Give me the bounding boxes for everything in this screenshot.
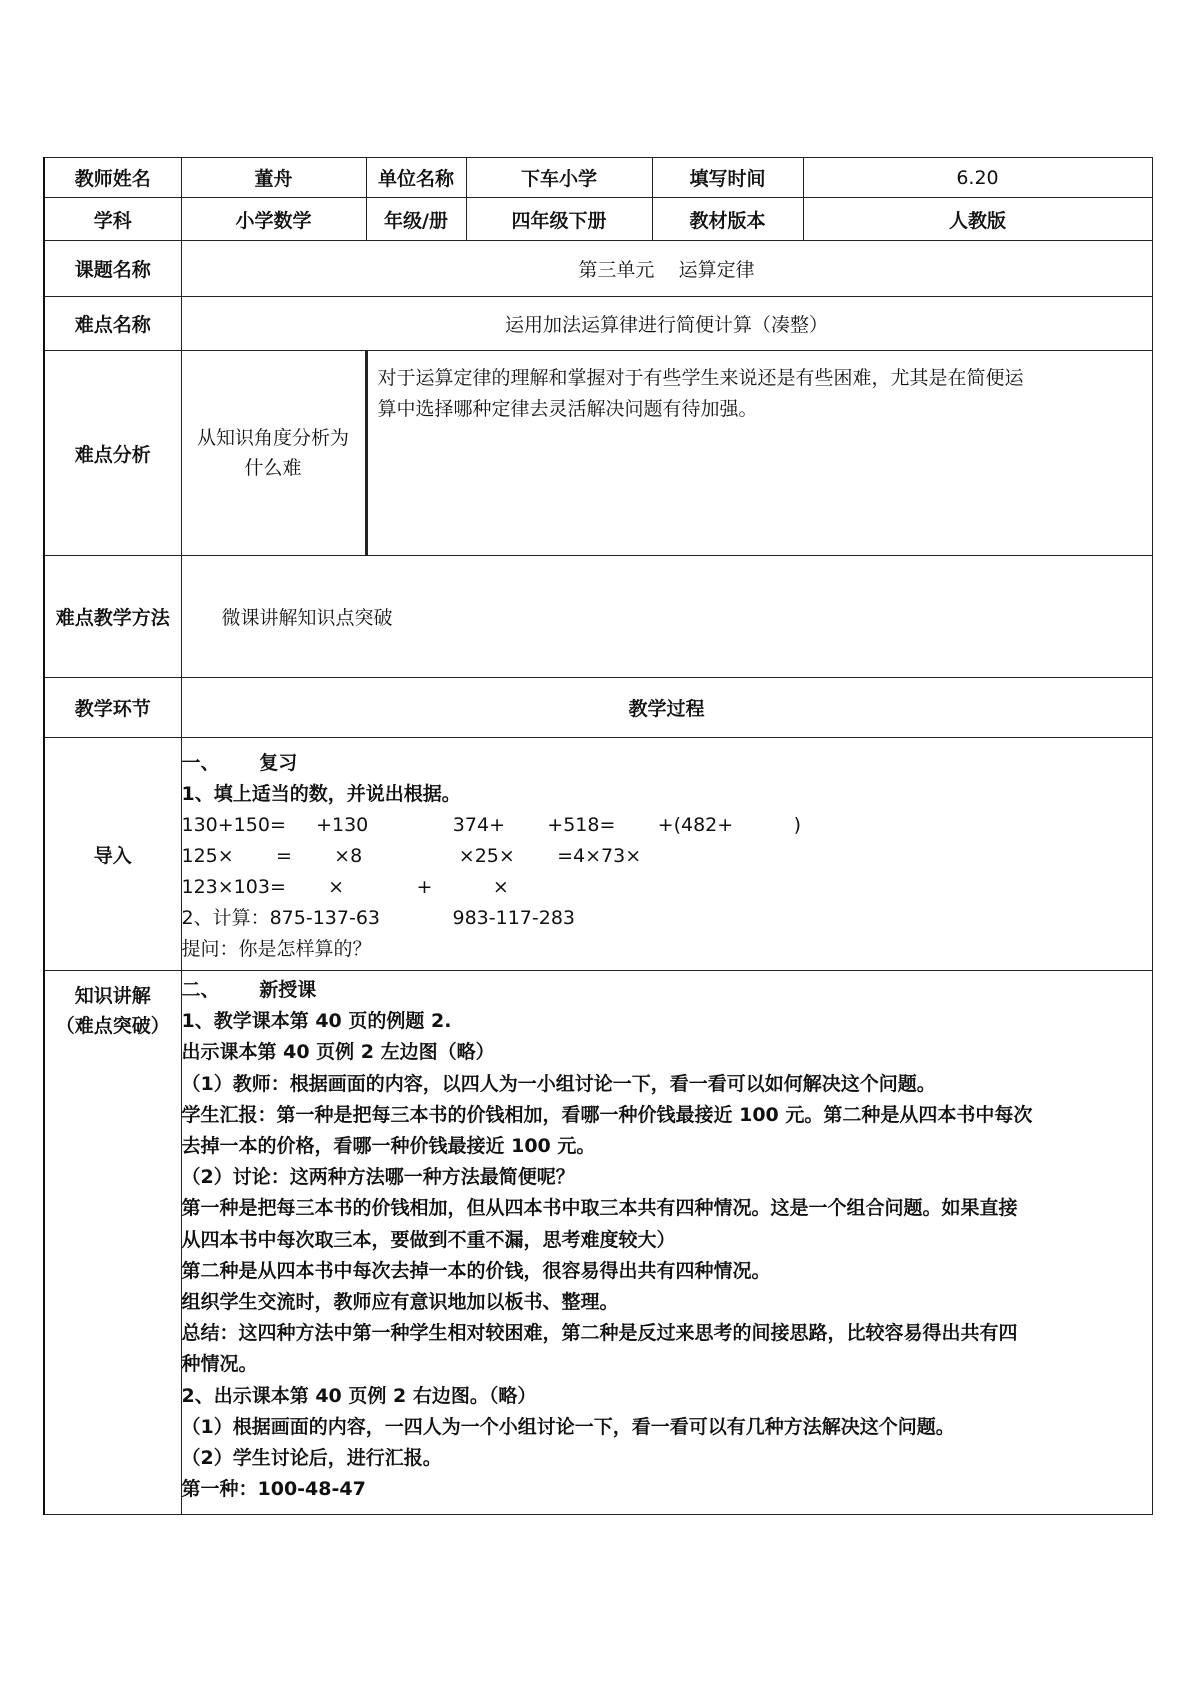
lecture-line-1: 二、 新授课: [181, 979, 317, 1001]
lecture-line-5: 学生汇报：第一种是把每三本书的价钱相加，看哪一种价钱最接近 100 元。第二种是从四本书中每次: [181, 1103, 1033, 1126]
analysis-text-line-2: 算中选择哪种定律去灵活解决问题有待加强。: [377, 398, 758, 420]
analysis-sub-label-line-1: 从知识角度分析为: [196, 427, 349, 449]
analysis-sub-label-line-2: 什么难: [244, 457, 302, 479]
lecture-label: [44, 971, 181, 1515]
lecture-line-16: （2）学生讨论后，进行汇报。: [181, 1447, 442, 1470]
lecture-content: [181, 971, 1152, 1515]
lecture-line-11: 组织学生交流时，教师应有意识地加以板书、整理。: [181, 1291, 619, 1314]
lecture-line-8: 第一种是把每三本书的价钱相加，但从四本书中取三本共有四种情况。这是一个组合问题。如果直接: [181, 1197, 1018, 1220]
intro-line-2: 1、填上适当的数，并说出根据。: [181, 783, 461, 805]
date-value: 6.20: [803, 158, 1152, 198]
analysis-row: [44, 351, 1152, 556]
unit-label: 单位名称: [366, 158, 466, 198]
lecture-line-15: （1）根据画面的内容，一四人为一个小组讨论一下，看一看可以有几种方法解决这个问题。: [181, 1415, 955, 1438]
topic-value: 第三单元 运算定律: [181, 241, 1152, 297]
unit-value: 下车小学: [466, 158, 652, 198]
header-row-2: [44, 198, 1152, 241]
subject-value: 小学数学: [181, 198, 366, 241]
method-row: [44, 556, 1152, 678]
header-row-1: [44, 158, 1152, 198]
grade-value: 四年级下册: [466, 198, 652, 241]
topic-row: [44, 241, 1152, 297]
lecture-line-3: 出示课本第 40 页例 2 左边图（略）: [181, 1041, 495, 1064]
analysis-text-line-1: 对于运算定律的理解和掌握对于有些学生来说还是有些困难，尤其是在简便运: [377, 367, 1024, 389]
subject-label: 学科: [44, 198, 181, 241]
difficulty-row: [44, 297, 1152, 351]
lecture-label-line-1: 知识讲解: [74, 985, 151, 1007]
edition-value: 人教版: [803, 198, 1152, 241]
intro-line-5: 123×103= × + ×: [181, 876, 509, 898]
intro-line-7: 提问：你是怎样算的？: [181, 938, 372, 960]
method-value: 微课讲解知识点突破: [181, 556, 1152, 678]
lesson-plan-table: [43, 157, 1153, 1515]
difficulty-value: 运用加法运算律进行简便计算（凑整）: [181, 297, 1152, 351]
teacher-label: 教师姓名: [44, 158, 181, 198]
lecture-line-14: 2、出示课本第 40 页例 2 右边图。（略）: [181, 1384, 537, 1407]
intro-line-6: 2、计算：875-137-63 983-117-283: [181, 907, 575, 929]
lecture-line-9: 从四本书中每次取三本，要做到不重不漏，思考难度较大）: [181, 1228, 676, 1251]
intro-line-4: 125× = ×8 ×25× =4×73×: [181, 845, 642, 867]
grade-label: 年级/册: [366, 198, 466, 241]
intro-row: [44, 738, 1152, 971]
intro-label: 导入: [44, 738, 181, 971]
lecture-line-4: （1）教师：根据画面的内容，以四人为一小组讨论一下，看一看可以如何解决这个问题。: [181, 1072, 936, 1095]
edition-label: 教材版本: [652, 198, 803, 241]
intro-content: [181, 738, 1152, 971]
lecture-label-line-2: （难点突破）: [55, 1015, 170, 1037]
method-label: 难点教学方法: [44, 556, 181, 678]
lecture-line-10: 第二种是从四本书中每次去掉一本的价钱，很容易得出共有四种情况。: [181, 1259, 771, 1282]
lecture-line-12: 总结：这四种方法中第一种学生相对较困难，第二种是反过来思考的间接思路，比较容易得出共有四: [181, 1322, 1018, 1345]
difficulty-label: 难点名称: [44, 297, 181, 351]
process-header-row: [44, 678, 1152, 738]
process-step-label: 教学环节: [44, 678, 181, 738]
analysis-label: 难点分析: [44, 351, 181, 556]
lecture-line-2: 1、教学课本第 40 页的例题 2.: [181, 1010, 452, 1033]
intro-line-1: 一、 复习: [181, 752, 298, 774]
analysis-text: [366, 351, 1152, 556]
lecture-line-13: 种情况。: [181, 1353, 258, 1376]
intro-line-3: 130+150= +130 374+ +518= +(482+ ): [181, 814, 801, 836]
lecture-line-6: 去掉一本的价格，看哪一种价钱最接近 100 元。: [181, 1135, 596, 1158]
analysis-sub-label: [181, 351, 366, 556]
date-label: 填写时间: [652, 158, 803, 198]
topic-label: 课题名称: [44, 241, 181, 297]
teacher-value: 董舟: [181, 158, 366, 198]
lecture-line-17: 第一种：100-48-47: [181, 1478, 366, 1501]
lecture-line-7: （2）讨论：这两种方法哪一种方法最简便呢？: [181, 1166, 575, 1189]
process-label: 教学过程: [181, 678, 1152, 738]
lecture-row: [44, 971, 1152, 1515]
